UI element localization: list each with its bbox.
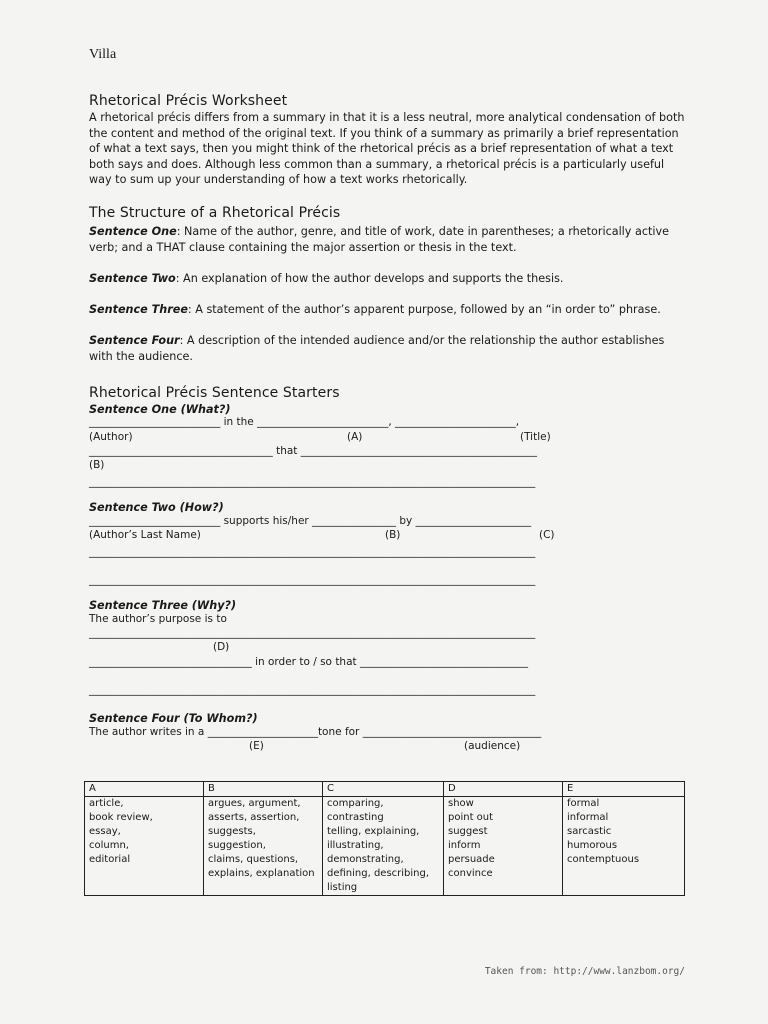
starters-heading: Rhetorical Précis Sentence Starters xyxy=(89,385,340,401)
table-header-cell: B xyxy=(204,782,323,797)
caption-author-last-name: (Author’s Last Name) xyxy=(89,529,201,541)
list-item: listing xyxy=(327,882,358,893)
structure-heading: The Structure of a Rhetorical Précis xyxy=(89,205,341,221)
caption-author: (Author) xyxy=(89,431,133,443)
list-item: explains, explanation xyxy=(208,868,315,879)
list-item: inform xyxy=(448,840,481,851)
starter-two-blank-line: _____________________________________________________________________________________ xyxy=(89,546,536,558)
intro-line: A rhetorical précis differs from a summary in that it is a less neutral, more analytical condensation of both xyxy=(89,111,685,124)
caption-c: (C) xyxy=(539,529,555,541)
list-item: humorous xyxy=(567,840,618,851)
list-item: point out xyxy=(448,812,494,823)
caption-e: (E) xyxy=(249,740,264,752)
caption-audience: (audience) xyxy=(464,740,521,752)
worksheet-title: Rhetorical Précis Worksheet xyxy=(89,93,288,109)
list-item: essay, xyxy=(89,826,121,837)
list-item: suggestion, xyxy=(208,840,266,851)
sentence-two-description xyxy=(89,271,563,287)
sentence-three-text: : A statement of the author’s apparent purpose, followed by an “in order to” phrase. xyxy=(187,303,661,316)
table-cell-d xyxy=(444,797,563,896)
sentence-three-label: Sentence Three xyxy=(89,303,188,316)
list-item: argues, argument, xyxy=(208,798,301,809)
list-item: defining, describing, xyxy=(327,868,430,879)
source-footer: Taken from: http://www.lanzbom.org/ xyxy=(484,966,685,977)
starter-one-label: Sentence One (What?) xyxy=(89,403,231,416)
starter-three-text: The author’s purpose is to xyxy=(89,613,227,625)
list-item: book review, xyxy=(89,812,153,823)
page-header: Villa xyxy=(89,47,117,62)
starter-three-blank-line: _____________________________________________________________________________________ xyxy=(89,627,536,639)
list-item: column, xyxy=(89,840,129,851)
table-header-cell: C xyxy=(323,782,444,797)
table-header-row xyxy=(85,782,685,797)
sentence-two-text: : An explanation of how the author develops and supports the thesis. xyxy=(175,272,564,285)
list-item: convince xyxy=(448,868,493,879)
list-item: asserts, assertion, xyxy=(208,812,300,823)
intro-line: the content and method of the original text. If you think of a summary as primarily a brief representation xyxy=(89,126,679,140)
starter-one-blank-line: ___________________________________ that _____________________________________________ xyxy=(89,445,537,457)
list-item: suggests, xyxy=(208,826,256,837)
sentence-one-description xyxy=(89,224,669,255)
table-header-cell: A xyxy=(85,782,204,797)
starter-two-blank-line: _____________________________________________________________________________________ xyxy=(89,574,536,586)
list-item: comparing, xyxy=(327,798,384,809)
sentence-four-description xyxy=(89,333,664,364)
starter-two-label: Sentence Two (How?) xyxy=(89,501,224,514)
caption-d: (D) xyxy=(213,641,230,653)
table-cell-a xyxy=(85,797,204,896)
list-item: demonstrating, xyxy=(327,854,404,865)
table-header-cell: D xyxy=(444,782,563,797)
sentence-two-label: Sentence Two xyxy=(89,272,176,285)
starter-three-label: Sentence Three (Why?) xyxy=(89,599,237,612)
sentence-three-description xyxy=(89,302,661,318)
intro-line: way to sum up your understanding of how a text works rhetorically. xyxy=(89,173,468,186)
intro-paragraph xyxy=(89,110,684,188)
sentence-one-label: Sentence One xyxy=(89,225,177,238)
table-header-cell: E xyxy=(563,782,685,797)
list-item: informal xyxy=(567,812,609,823)
starter-one-blank-line: _____________________________________________________________________________________ xyxy=(89,476,536,488)
list-item: formal xyxy=(567,798,600,809)
intro-line: of what a text says, then you might think of the rhetorical précis as a brief representation of what a text xyxy=(89,142,674,155)
starter-three-blank-line: _____________________________________________________________________________________ xyxy=(89,684,536,696)
sentence-one-text: verb; and a THAT clause containing the major assertion or thesis in the text. xyxy=(89,240,517,254)
table-cell-c xyxy=(323,797,444,896)
list-item: sarcastic xyxy=(567,826,612,837)
table-cell-e xyxy=(563,797,685,896)
starter-four-blank-line: The author writes in a _____________________tone for __________________________________ xyxy=(89,726,542,738)
intro-line: both says and does. Although less common than a summary, a rhetorical précis is a particularly useful xyxy=(89,157,665,171)
list-item: article, xyxy=(89,798,124,809)
list-item: telling, explaining, xyxy=(327,826,420,837)
starter-three-blank-line: _______________________________ in order to / so that ________________________________ xyxy=(89,656,528,668)
list-item: show xyxy=(448,798,474,809)
caption-b: (B) xyxy=(385,529,401,541)
starter-four-label: Sentence Four (To Whom?) xyxy=(89,712,258,725)
table-row xyxy=(85,797,685,896)
caption-b: (B) xyxy=(89,459,105,471)
list-item: claims, questions, xyxy=(208,854,299,865)
caption-a: (A) xyxy=(347,431,363,443)
sentence-four-label: Sentence Four xyxy=(89,334,180,347)
sentence-four-text: with the audience. xyxy=(89,349,193,363)
sentence-one-text: : Name of the author, genre, and title of work, date in parentheses; a rhetorically active xyxy=(176,225,669,238)
list-item: editorial xyxy=(89,854,131,865)
caption-title: (Title) xyxy=(520,431,551,443)
table-cell-b xyxy=(204,797,323,896)
word-bank-table xyxy=(84,781,685,896)
list-item: contrasting xyxy=(327,812,384,823)
starter-two-blank-line: _________________________ supports his/her ________________ by ______________________ xyxy=(89,515,532,527)
sentence-four-text: : A description of the intended audience and/or the relationship the author establishes xyxy=(179,334,665,347)
starter-one-blank-line: _________________________ in the _________________________, _______________________, xyxy=(89,416,520,428)
list-item: suggest xyxy=(448,826,488,837)
list-item: illustrating, xyxy=(327,840,384,851)
list-item: contemptuous xyxy=(567,854,640,865)
list-item: persuade xyxy=(448,854,495,865)
